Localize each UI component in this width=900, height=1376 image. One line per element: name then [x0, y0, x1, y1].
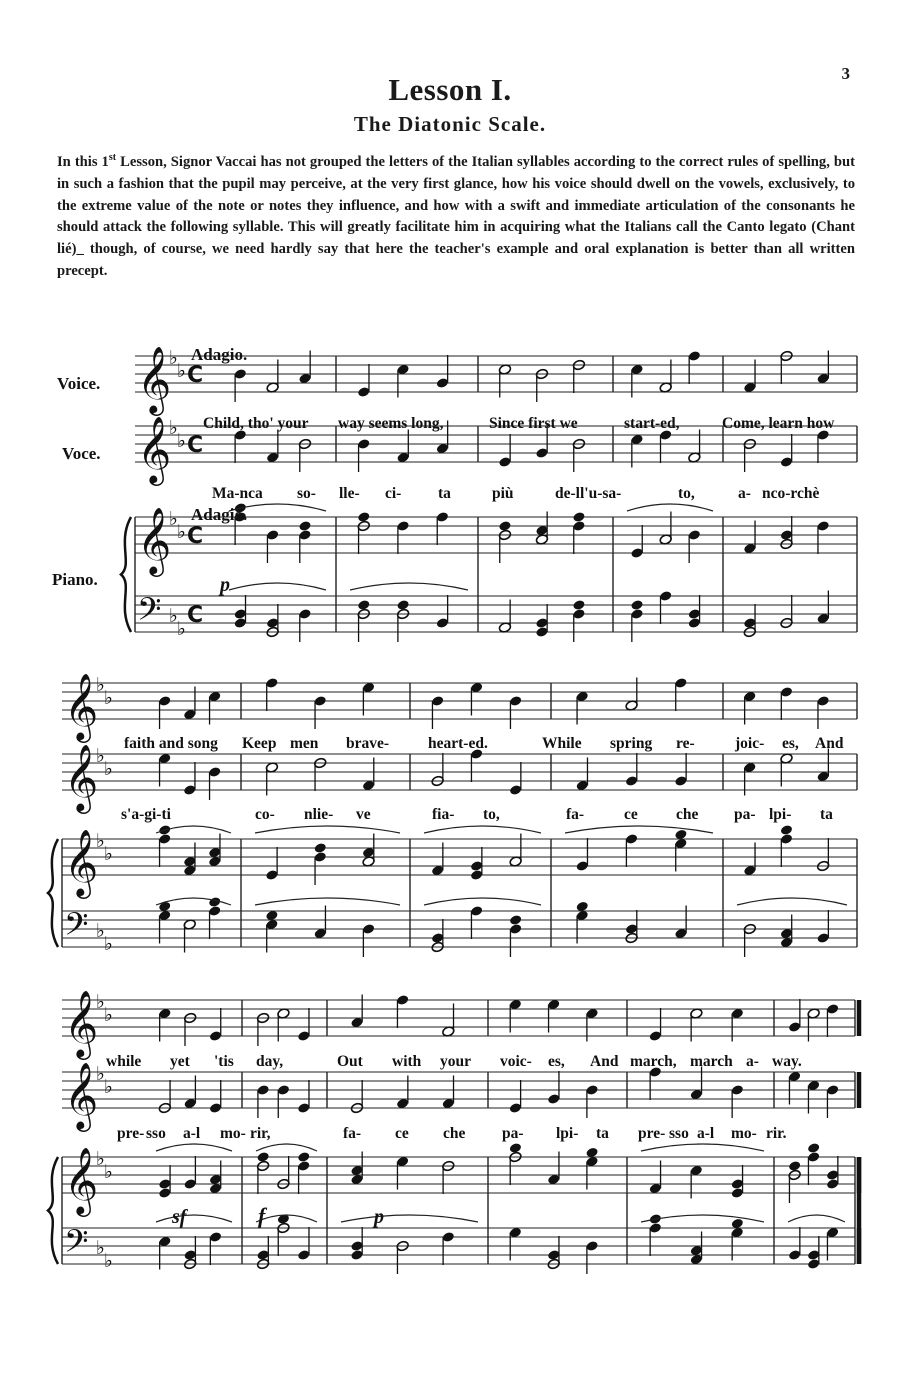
svg-text:Come, learn how: Come, learn how	[722, 415, 835, 432]
flat-icon: ♭	[96, 991, 105, 1013]
flat-icon: ♭	[104, 1161, 113, 1183]
slur	[737, 898, 847, 905]
svg-text:rir.: rir.	[766, 1125, 787, 1142]
flat-icon: ♭	[96, 745, 105, 767]
svg-text:ce: ce	[624, 806, 638, 823]
svg-text:to,: to,	[678, 485, 695, 502]
note-head	[630, 599, 643, 611]
svg-text:mo-: mo-	[220, 1125, 246, 1142]
svg-text:spring: spring	[610, 735, 653, 752]
flat-icon: ♭	[96, 920, 105, 942]
slur	[627, 504, 713, 511]
svg-text:lpi-: lpi-	[556, 1125, 579, 1142]
svg-text:s'a-gi-ti: s'a-gi-ti	[121, 806, 171, 823]
flat-icon: ♭	[104, 758, 113, 780]
flat-icon: ♭	[169, 417, 178, 439]
dynamic-piano-2: p	[374, 1206, 384, 1228]
flat-icon: ♭	[104, 687, 113, 709]
svg-text:ce: ce	[395, 1125, 409, 1142]
tempo-marking-voice: Adagio.	[191, 345, 248, 364]
svg-text:che: che	[443, 1125, 466, 1142]
svg-text:Keep: Keep	[242, 735, 277, 752]
time-signature-icon: C	[187, 603, 204, 628]
flat-icon: ♭	[104, 1250, 113, 1272]
svg-text:faith and song: faith and song	[124, 735, 218, 752]
note-head	[396, 599, 409, 611]
dynamic-sforzando: sf	[172, 1206, 187, 1228]
svg-text:lle-: lle-	[339, 485, 360, 502]
piano-brace-icon	[48, 839, 58, 947]
dynamic-forte: f	[258, 1203, 266, 1228]
treble-clef-icon: 𝄞	[137, 345, 172, 413]
part-label-voce: Voce.	[62, 444, 101, 463]
flat-icon: ♭	[169, 508, 178, 530]
flat-icon: ♭	[96, 1148, 105, 1170]
svg-text:yet: yet	[170, 1053, 190, 1070]
slur	[788, 1215, 845, 1222]
treble-clef-icon: 𝄞	[137, 415, 172, 483]
lyrics-system-1-english	[203, 415, 835, 432]
svg-text:start-ed,: start-ed,	[624, 415, 680, 432]
flat-icon: ♭	[177, 360, 186, 382]
svg-text:brave-: brave-	[346, 735, 390, 752]
slur	[156, 1144, 232, 1151]
treble-clef-icon: 𝄞	[64, 672, 99, 740]
lyrics-system-1-italian	[212, 485, 820, 502]
svg-text:to,: to,	[483, 806, 500, 823]
slur	[565, 826, 713, 833]
svg-text:Out: Out	[337, 1053, 363, 1070]
flat-icon: ♭	[177, 618, 186, 640]
note-head	[256, 1151, 269, 1163]
svg-text:sso: sso	[669, 1125, 689, 1142]
intro-body: Lesson, Signor Vaccai has not grouped the letters of the Italian syllables according to the correct rules of spelling, but in such a fashion that the pupil may perceive, at the very first glance, how his voice should dwell on the vowels, exclusively, to the extreme value of the note or notes they influence, and how with a swift and immediate articulation of the consonants he should attack the following syllable. This will greatly facilitate him in acquiring what the Italians call the Canto legato (Chant lié)_ though, of course, we need hardly say that here the teacher's example and oral explanation is better than all written precept.	[57, 154, 855, 279]
flat-icon: ♭	[177, 521, 186, 543]
note-head	[807, 1142, 820, 1154]
lesson-title: Lesson I.	[388, 72, 512, 107]
note-head	[298, 520, 311, 532]
note-head	[297, 1151, 310, 1163]
svg-text:Child, tho' your: Child, tho' your	[203, 415, 309, 432]
svg-text:nlie-: nlie-	[304, 806, 334, 823]
svg-text:ta: ta	[596, 1125, 609, 1142]
tempo-marking-piano: Adagio.	[191, 505, 248, 524]
lyrics-system-2-italian	[121, 806, 833, 823]
svg-text:a-: a-	[746, 1053, 759, 1070]
note-head	[357, 511, 370, 523]
svg-text:march: march	[690, 1053, 733, 1070]
flat-icon: ♭	[104, 1004, 113, 1026]
intro-ordinal: st	[108, 152, 117, 164]
slur	[156, 1215, 232, 1222]
flat-icon: ♭	[96, 830, 105, 852]
flat-icon: ♭	[96, 1063, 105, 1085]
svg-text:'tis: 'tis	[214, 1053, 234, 1070]
svg-text:pre-: pre-	[117, 1125, 145, 1142]
note-head	[357, 599, 370, 611]
flat-icon: ♭	[104, 843, 113, 865]
part-label-piano: Piano.	[52, 570, 98, 589]
note-head	[498, 520, 511, 532]
time-signature-icon: C	[187, 524, 204, 549]
svg-text:way seems long,: way seems long,	[338, 415, 444, 432]
slur	[255, 826, 400, 833]
lyrics-system-3-english	[106, 1053, 802, 1070]
svg-text:a-l: a-l	[697, 1125, 715, 1142]
svg-text:with: with	[392, 1053, 422, 1070]
bass-clef-icon: 𝄢	[64, 1223, 89, 1267]
svg-text:ta: ta	[820, 806, 833, 823]
bass-clef-icon: 𝄢	[64, 906, 89, 950]
svg-text:fa-: fa-	[343, 1125, 362, 1142]
flat-icon: ♭	[96, 1237, 105, 1259]
svg-text:so-: so-	[297, 485, 316, 502]
intro-lead: In this 1	[57, 154, 109, 170]
page-number: 3	[841, 64, 850, 83]
lesson-subtitle: The Diatonic Scale.	[353, 112, 547, 136]
svg-text:while: while	[106, 1053, 142, 1070]
svg-text:joic-: joic-	[735, 735, 765, 752]
part-label-voice: Voice.	[57, 374, 101, 393]
svg-text:a-: a-	[738, 485, 751, 502]
time-signature-icon: C	[187, 433, 204, 458]
flat-icon: ♭	[104, 1076, 113, 1098]
piano-brace-icon	[48, 1157, 58, 1264]
flat-icon: ♭	[104, 933, 113, 955]
svg-text:re-: re-	[676, 735, 695, 752]
svg-text:nco-rchè: nco-rchè	[762, 485, 820, 502]
dynamic-piano: p	[220, 574, 230, 596]
time-signature-icon: C	[187, 363, 204, 388]
svg-text:Since first we: Since first we	[489, 415, 578, 432]
treble-clef-icon: 𝄞	[64, 989, 99, 1057]
flat-icon: ♭	[177, 430, 186, 452]
svg-text:While: While	[542, 735, 582, 752]
svg-text:And: And	[590, 1053, 619, 1070]
slur	[641, 1144, 764, 1151]
svg-text:men: men	[290, 735, 319, 752]
svg-text:rir,: rir,	[250, 1125, 271, 1142]
svg-text:de-ll'u-sa-: de-ll'u-sa-	[555, 485, 622, 502]
svg-text:lpi-: lpi-	[769, 806, 792, 823]
treble-clef-icon: 𝄞	[64, 1146, 99, 1214]
svg-text:fa-: fa-	[566, 806, 585, 823]
svg-text:a-l: a-l	[183, 1125, 201, 1142]
slur	[350, 583, 468, 590]
svg-text:mo-: mo-	[731, 1125, 757, 1142]
svg-text:your: your	[440, 1053, 471, 1070]
svg-text:fia-: fia-	[432, 806, 455, 823]
svg-text:voic-: voic-	[500, 1053, 532, 1070]
treble-clef-icon: 𝄞	[64, 828, 99, 896]
note-head	[572, 511, 585, 523]
lyrics-system-2-english	[124, 735, 844, 752]
slur	[256, 1144, 317, 1151]
note-head	[314, 842, 327, 854]
lyrics-system-3-italian	[117, 1125, 787, 1142]
slur	[255, 898, 400, 905]
slur	[424, 898, 541, 905]
svg-text:ci-: ci-	[385, 485, 402, 502]
bass-clef-icon: 𝄢	[137, 591, 162, 635]
svg-text:ve: ve	[356, 806, 371, 823]
svg-text:way.: way.	[772, 1053, 802, 1070]
svg-text:es,: es,	[548, 1053, 565, 1070]
svg-text:pa-: pa-	[734, 806, 756, 823]
svg-text:che: che	[676, 806, 699, 823]
svg-text:And: And	[815, 735, 844, 752]
flat-icon: ♭	[169, 347, 178, 369]
svg-text:ta: ta	[438, 485, 451, 502]
note-head	[780, 824, 793, 836]
svg-text:più: più	[492, 485, 514, 502]
svg-text:pre-: pre-	[638, 1125, 666, 1142]
svg-text:march,: march,	[630, 1053, 677, 1070]
svg-text:co-: co-	[255, 806, 275, 823]
treble-clef-icon: 𝄞	[64, 743, 99, 811]
flat-icon: ♭	[169, 605, 178, 627]
piano-brace-icon	[121, 517, 131, 632]
svg-text:day,: day,	[256, 1053, 284, 1070]
note-head	[509, 914, 522, 926]
svg-text:pa-: pa-	[502, 1125, 524, 1142]
treble-clef-icon: 𝄞	[137, 506, 172, 574]
flat-icon: ♭	[96, 674, 105, 696]
svg-text:Ma-nca: Ma-nca	[212, 485, 263, 502]
slur	[229, 583, 326, 590]
svg-text:heart-ed.: heart-ed.	[428, 735, 488, 752]
treble-clef-icon: 𝄞	[64, 1061, 99, 1129]
svg-text:es,: es,	[782, 735, 799, 752]
note-head	[208, 896, 221, 908]
note-head	[509, 1142, 522, 1154]
note-head	[572, 599, 585, 611]
slur	[341, 1215, 478, 1222]
svg-text:sso: sso	[146, 1125, 166, 1142]
slur	[424, 826, 541, 833]
note-head	[788, 1160, 801, 1172]
